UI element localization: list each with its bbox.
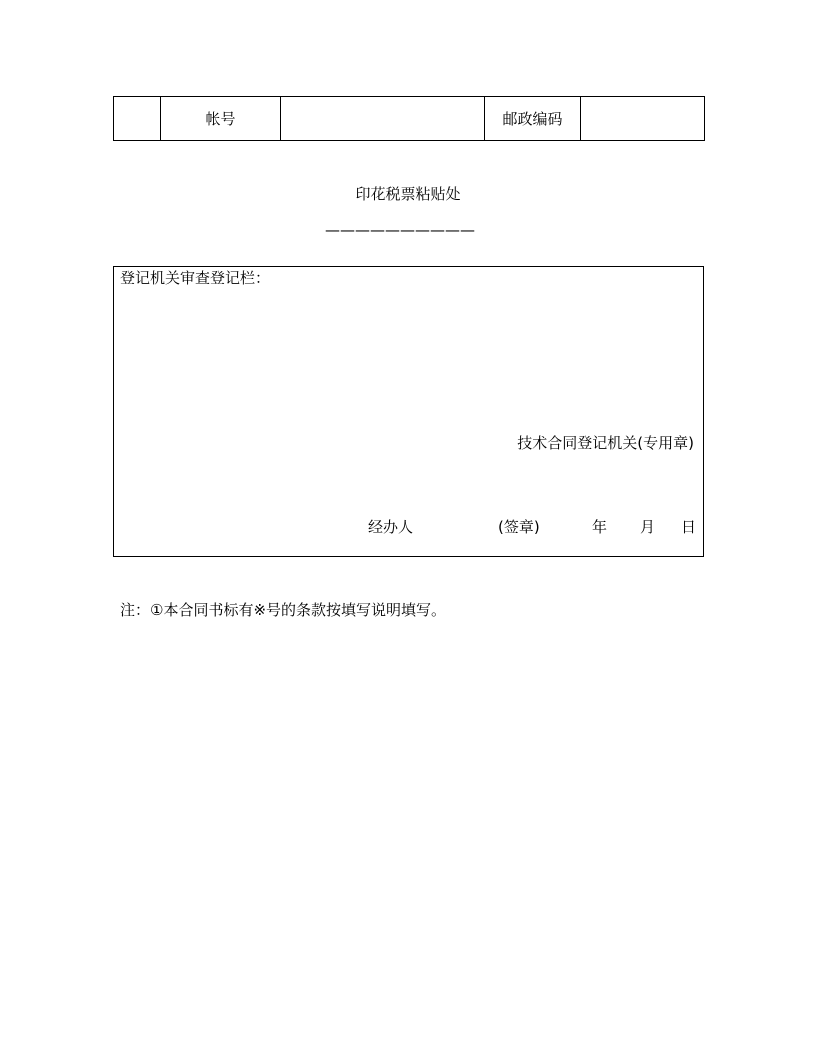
account-row xyxy=(114,97,705,141)
account-info-table xyxy=(113,96,705,141)
registry-seal-label: 技术合同登记机关(专用章) xyxy=(517,434,694,452)
day-label: 日 xyxy=(681,518,697,536)
year-label: 年 xyxy=(592,518,608,536)
handler-label: 经办人 xyxy=(368,518,414,536)
account-label: 帐号 xyxy=(161,97,281,141)
footnote: 注：①本合同书标有※号的条款按填写说明填写。 xyxy=(120,601,447,619)
review-title: 登记机关审查登记栏： xyxy=(120,269,271,287)
postcode-label: 邮政编码 xyxy=(485,97,581,141)
account-value-field[interactable] xyxy=(281,97,485,141)
sign-label: (签章) xyxy=(498,518,540,536)
postcode-value-field[interactable] xyxy=(581,97,705,141)
stamp-area-line: —————————— xyxy=(325,221,475,239)
registry-review-box xyxy=(113,266,704,557)
month-label: 月 xyxy=(640,518,656,536)
blank-cell xyxy=(114,97,161,141)
stamp-area-label: 印花税票粘贴处 xyxy=(355,185,461,203)
